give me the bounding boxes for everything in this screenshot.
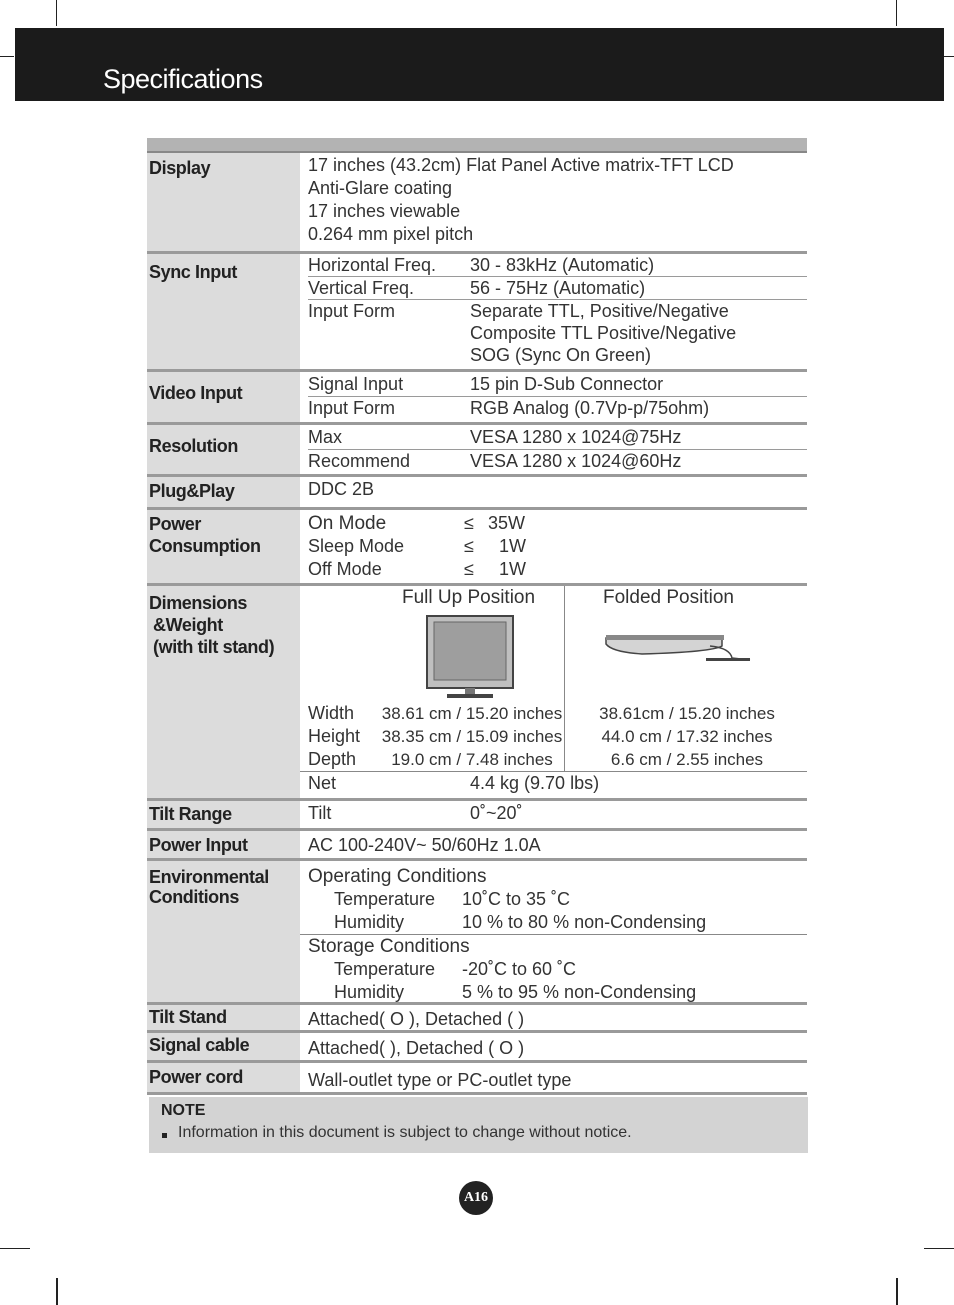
note-title: NOTE (161, 1102, 206, 1119)
sub-key: Net (308, 773, 337, 793)
row-value (300, 425, 807, 474)
row-label-line: &Weight (153, 615, 223, 635)
display-line: Anti-Glare coating (308, 178, 453, 198)
folded-heading: Folded Position (603, 587, 734, 608)
env-op-temp (300, 888, 807, 911)
sub-value: VESA 1280 x 1024@75Hz (470, 427, 682, 447)
power-mode-symbol: ≤ (464, 559, 474, 579)
row-tilt-stand (147, 1005, 807, 1033)
row-label-line: (with tilt stand) (153, 637, 275, 657)
env-op-humidity (300, 911, 807, 934)
row-label: Sync Input (147, 254, 300, 369)
sub-value: VESA 1280 x 1024@60Hz (470, 451, 682, 471)
dim-value: 38.61cm / 15.20 inches (599, 704, 775, 723)
row-signal-cable (147, 1033, 807, 1063)
video-signal (308, 372, 807, 397)
power-mode-symbol: ≤ (464, 536, 474, 556)
row-label (147, 510, 300, 583)
note-text: Information in this document is subject to change without notice. (178, 1124, 632, 1141)
note-box (149, 1097, 808, 1153)
sub-key: Recommend (308, 451, 411, 471)
sub-value: 30 - 83kHz (Automatic) (470, 255, 655, 275)
sub-value: 15 pin D-Sub Connector (470, 374, 664, 394)
row-label: Tilt Stand (147, 1005, 300, 1030)
display-line: 17 inches viewable (308, 201, 461, 221)
row-value (300, 153, 807, 251)
display-line: 17 inches (43.2cm) Flat Panel Active matrix-TFT LCD (308, 155, 734, 175)
dim-value: 6.6 cm / 2.55 inches (610, 750, 764, 769)
row-label-line: Power (149, 514, 202, 534)
crop-mark (896, 0, 897, 26)
row-value: DDC 2B (308, 479, 375, 499)
dim-key: Width (308, 703, 355, 723)
row-value (300, 372, 807, 422)
dimension-keys (308, 702, 380, 771)
row-value: Attached( O ), Detached ( ) (308, 1009, 525, 1029)
env-section-title: Storage Conditions (308, 936, 470, 957)
crop-mark (896, 1278, 898, 1305)
row-value: AC 100-240V~ 50/60Hz 1.0A (308, 835, 541, 855)
sub-value: -20˚C to 60 ˚C (462, 959, 577, 979)
sync-form-line: SOG (Sync On Green) (470, 345, 652, 365)
sub-value: 56 - 75Hz (Automatic) (470, 278, 646, 298)
crop-mark (56, 1278, 58, 1305)
power-mode-symbol: ≤ (464, 513, 474, 533)
page-number-badge: A16 (459, 1181, 493, 1215)
sub-key: Humidity (334, 982, 405, 1002)
row-label: Power Input (147, 831, 300, 858)
row-video-input (147, 372, 807, 425)
sub-value: 5 % to 95 % non-Condensing (462, 982, 697, 1002)
env-section-title: Operating Conditions (308, 866, 487, 887)
sub-value (470, 300, 807, 366)
row-value (300, 254, 807, 369)
power-mode (308, 558, 807, 581)
sub-key: Humidity (334, 912, 405, 932)
power-mode-key: Off Mode (308, 559, 382, 579)
power-mode-key: Sleep Mode (308, 536, 405, 556)
sub-key: Vertical Freq. (308, 278, 415, 298)
crop-mark (0, 1248, 30, 1249)
sub-key: Max (308, 427, 343, 447)
row-label: Tilt Range (147, 801, 300, 828)
row-label (147, 861, 300, 1002)
dim-value: 38.61 cm / 15.20 inches (381, 704, 563, 723)
sub-value: 0˚~20˚ (470, 803, 523, 823)
sub-value: 10˚C to 35 ˚C (462, 889, 571, 909)
spec-table (147, 138, 807, 1095)
row-value: Attached( ), Detached ( O ) (308, 1038, 525, 1058)
monitor-upright-illustration (421, 614, 519, 700)
sub-key: Tilt (308, 803, 332, 823)
row-label: Signal cable (147, 1033, 300, 1060)
sub-key: Temperature (334, 959, 436, 979)
resolution-recommend (308, 450, 807, 472)
row-value (300, 586, 807, 798)
video-form (308, 397, 807, 419)
row-value (300, 510, 807, 583)
row-label: Resolution (147, 425, 300, 474)
row-label-line: Consumption (149, 536, 261, 556)
row-label: Plug&Play (147, 477, 300, 507)
power-mode-value: 1W (499, 559, 526, 579)
row-sync-input (147, 254, 807, 372)
sync-horizontal (308, 254, 807, 277)
folded-values (564, 702, 810, 771)
row-environmental (147, 861, 807, 1005)
env-st-temp (300, 958, 807, 981)
full-up-heading: Full Up Position (402, 587, 536, 608)
row-tilt-range (147, 801, 807, 831)
crop-mark (56, 0, 57, 26)
bullet-icon (162, 1133, 167, 1138)
monitor-folded-illustration (602, 632, 752, 668)
page-title: Specifications (103, 64, 263, 94)
tilt-sub (308, 802, 807, 825)
power-mode (308, 535, 807, 558)
power-mode (308, 512, 807, 535)
sub-key: Input Form (308, 398, 396, 418)
sub-key: Temperature (334, 889, 436, 909)
row-value (300, 801, 807, 828)
row-power-consumption (147, 510, 807, 586)
full-up-values (380, 702, 564, 771)
dim-key: Depth (308, 749, 357, 769)
row-label-line: Dimensions (149, 593, 248, 613)
dimension-net (308, 772, 808, 795)
sub-key: Input Form (308, 301, 396, 321)
sub-value: 10 % to 80 % non-Condensing (462, 912, 707, 932)
table-top-bar (147, 138, 807, 153)
row-label: Power cord (147, 1063, 300, 1092)
row-power-input (147, 831, 807, 861)
power-mode-value: 1W (499, 536, 526, 556)
row-label: Display (147, 153, 300, 251)
display-line: 0.264 mm pixel pitch (308, 224, 474, 244)
row-dimensions (147, 586, 807, 801)
crop-mark (924, 1248, 954, 1249)
row-label (147, 586, 300, 798)
dim-value: 38.35 cm / 15.09 inches (381, 727, 563, 746)
crop-mark (0, 56, 14, 57)
env-st-humidity (300, 981, 807, 1004)
sub-key: Signal Input (308, 374, 404, 394)
sync-form-line: Composite TTL Positive/Negative (470, 323, 737, 343)
resolution-max (308, 425, 807, 450)
row-value (300, 861, 807, 1002)
sync-input-form (308, 300, 807, 366)
row-label-line: Environmental (149, 867, 269, 887)
dim-value: 44.0 cm / 17.32 inches (601, 727, 773, 746)
dimension-table (308, 702, 810, 771)
row-label-line: Conditions (149, 887, 239, 907)
dim-value: 19.0 cm / 7.48 inches (391, 750, 553, 769)
power-mode-key: On Mode (308, 513, 387, 534)
power-mode-value: 35W (488, 513, 526, 533)
sync-vertical (308, 277, 807, 300)
row-value: Wall-outlet type or PC-outlet type (308, 1070, 572, 1090)
row-display (147, 153, 807, 254)
dim-key: Height (308, 726, 361, 746)
row-label: Video Input (147, 372, 300, 422)
row-resolution (147, 425, 807, 477)
sub-value: RGB Analog (0.7Vp-p/75ohm) (470, 398, 710, 418)
row-plug-play (147, 477, 807, 510)
sync-form-line: Separate TTL, Positive/Negative (470, 301, 729, 321)
row-power-cord (147, 1063, 807, 1095)
sub-value: 4.4 kg (9.70 lbs) (470, 773, 600, 793)
sub-key: Horizontal Freq. (308, 255, 437, 275)
